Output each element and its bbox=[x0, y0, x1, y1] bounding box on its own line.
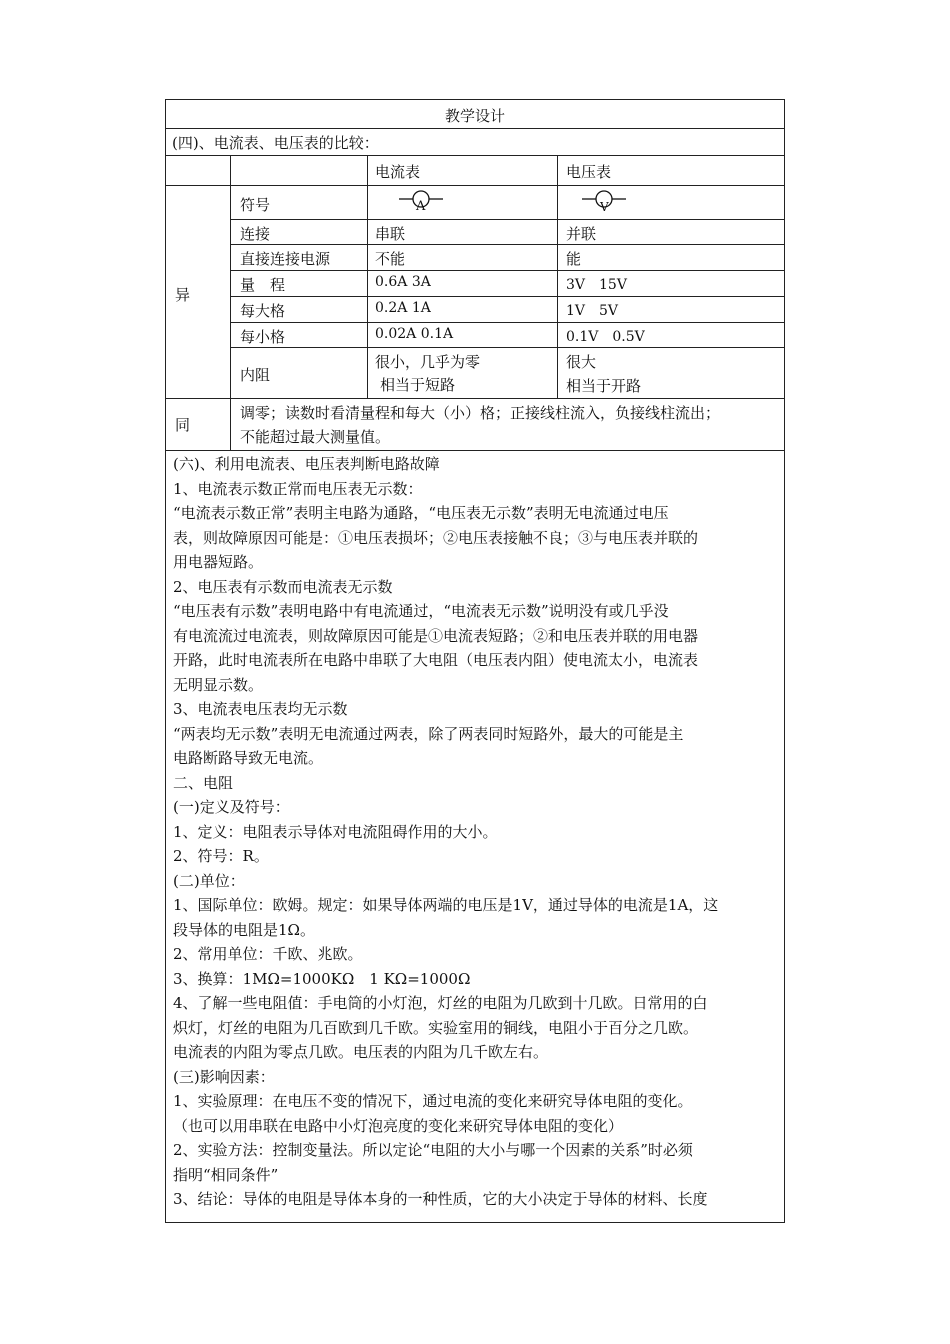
body-line: 1、实验原理：在电压不变的情况下，通过电流的变化来研究导体电阻的变化。 bbox=[173, 1092, 693, 1110]
voltmeter-resistance-line2: 相当于开路 bbox=[566, 377, 642, 395]
body-line: 3、电流表电压表均无示数 bbox=[173, 700, 348, 718]
body-line: “电压表有示数”表明电路中有电流通过，“电流表无示数”说明没有或几乎没 bbox=[173, 602, 669, 620]
body-line: 段导体的电阻是1Ω。 bbox=[173, 920, 315, 939]
body-line: 2、常用单位：千欧、兆欧。 bbox=[173, 945, 363, 963]
header-ammeter: 电流表 bbox=[375, 163, 421, 181]
row-label-resistance: 内阻 bbox=[240, 366, 271, 384]
row-label-connection: 连接 bbox=[240, 225, 271, 243]
table-title: 教学设计 bbox=[444, 107, 505, 125]
same-label: 同 bbox=[175, 416, 191, 434]
voltmeter-minor: 0.1V 0.5V bbox=[566, 329, 645, 345]
body-line: 2、实验方法：控制变量法。所以定论“电阻的大小与哪一个因素的关系”时必须 bbox=[173, 1141, 693, 1159]
voltmeter-connection: 并联 bbox=[566, 225, 597, 243]
rule-col-2 bbox=[367, 155, 368, 398]
section-heading: (四)、电流表、电压表的比较： bbox=[172, 134, 379, 152]
body-line: 电流表的内阻为零点几欧。电压表的内阻为几千欧左右。 bbox=[173, 1043, 549, 1061]
body-line: （也可以用串联在电路中小灯泡亮度的变化来研究导体电阻的变化） bbox=[173, 1116, 624, 1135]
rule-col-3 bbox=[557, 155, 558, 398]
body-line: 2、电压表有示数而电流表无示数 bbox=[173, 577, 393, 596]
ammeter-range: 0.6A 3A bbox=[375, 274, 431, 290]
voltmeter-symbol-icon bbox=[580, 187, 630, 217]
row-label-range: 量 程 bbox=[240, 276, 286, 294]
body-line: 有电流流过电流表，则故障原因可能是①电流表短路；②和电压表并联的用电器 bbox=[173, 626, 699, 645]
ammeter-minor: 0.02A 0.1A bbox=[375, 326, 454, 342]
rule-section bbox=[165, 155, 785, 156]
body-line: (三)影响因素： bbox=[173, 1067, 275, 1086]
body-line: 二、电阻 bbox=[173, 773, 234, 792]
row-label-minor: 每小格 bbox=[240, 328, 286, 346]
body-line: 2、符号：R。 bbox=[173, 847, 269, 865]
ammeter-major: 0.2A 1A bbox=[375, 300, 431, 316]
diff-label: 异 bbox=[175, 286, 191, 304]
body-line: 3、结论：导体的电阻是导体本身的一种性质，它的大小决定于导体的材料、长度 bbox=[173, 1190, 708, 1208]
ammeter-symbol-icon bbox=[397, 187, 447, 217]
body-line: 1、定义：电阻表示导体对电流阻碍作用的大小。 bbox=[173, 822, 498, 841]
row-label-major: 每大格 bbox=[240, 302, 286, 320]
ammeter-direct: 不能 bbox=[375, 250, 406, 268]
rule-same-end bbox=[165, 450, 785, 451]
body-line: “电流表示数正常”表明主电路为通路，“电压表无示数”表明无电流通过电压 bbox=[173, 504, 669, 522]
rule-row-5 bbox=[230, 322, 785, 323]
body-line: 开路，此时电流表所在电路中串联了大电阻（电压表内阻）使电流太小，电流表 bbox=[173, 651, 699, 669]
ammeter-resistance-line1: 很小，几乎为零 bbox=[375, 353, 481, 371]
voltmeter-symbol-letter: V bbox=[600, 200, 609, 214]
body-text bbox=[173, 452, 781, 1212]
body-line: (一)定义及符号： bbox=[173, 798, 290, 816]
voltmeter-major: 1V 5V bbox=[566, 303, 619, 319]
body-line: (六)、利用电流表、电压表判断电路故障 bbox=[173, 455, 440, 473]
rule-row-2 bbox=[230, 244, 785, 245]
body-line: 1、国际单位：欧姆。规定：如果导体两端的电压是1V，通过导体的电流是1A，这 bbox=[173, 896, 719, 914]
body-line: 1、电流表示数正常而电压表无示数： bbox=[173, 479, 423, 498]
ammeter-resistance-line2: 相当于短路 bbox=[380, 376, 456, 394]
voltmeter-direct: 能 bbox=[566, 250, 582, 268]
voltmeter-resistance-line1: 很大 bbox=[566, 353, 597, 371]
row-label-symbol: 符号 bbox=[240, 196, 271, 214]
header-voltmeter: 电压表 bbox=[566, 163, 612, 181]
body-line: 炽灯，灯丝的电阻为几百欧到几千欧。实验室用的铜线，电阻小于百分之几欧。 bbox=[173, 1018, 699, 1037]
rule-header bbox=[165, 185, 785, 186]
body-line: 指明“相同条件” bbox=[173, 1165, 279, 1184]
body-line: 无明显示数。 bbox=[173, 675, 264, 694]
body-line: 用电器短路。 bbox=[173, 553, 264, 571]
body-line: “两表均无示数”表明无电流通过两表，除了两表同时短路外，最大的可能是主 bbox=[173, 724, 684, 743]
body-line: 4、了解一些电阻值：手电筒的小灯泡，灯丝的电阻为几欧到十几欧。日常用的白 bbox=[173, 994, 708, 1012]
rule-title bbox=[165, 128, 785, 129]
ammeter-symbol-letter: A bbox=[416, 199, 426, 214]
body-line: 电路断路导致无电流。 bbox=[173, 749, 324, 767]
rule-row-3 bbox=[230, 270, 785, 271]
body-line: (二)单位： bbox=[173, 871, 245, 890]
row-label-direct: 直接连接电源 bbox=[240, 250, 331, 268]
rule-row-6 bbox=[230, 347, 785, 348]
rule-row-4 bbox=[230, 296, 785, 297]
same-text-line2: 不能超过最大测量值。 bbox=[240, 428, 391, 446]
same-text-line1: 调零；读数时看清量程和每大（小）格；正接线柱流入，负接线柱流出； bbox=[240, 404, 721, 422]
body-line: 3、换算：1MΩ=1000KΩ 1 KΩ=1000Ω bbox=[173, 969, 471, 988]
rule-col-1 bbox=[230, 155, 231, 450]
rule-row-1 bbox=[230, 219, 785, 220]
rule-diff-end bbox=[165, 398, 785, 399]
voltmeter-range: 3V 15V bbox=[566, 277, 627, 293]
body-line: 表，则故障原因可能是：①电压表损坏；②电压表接触不良；③与电压表并联的 bbox=[173, 528, 699, 547]
ammeter-connection: 串联 bbox=[375, 225, 406, 243]
